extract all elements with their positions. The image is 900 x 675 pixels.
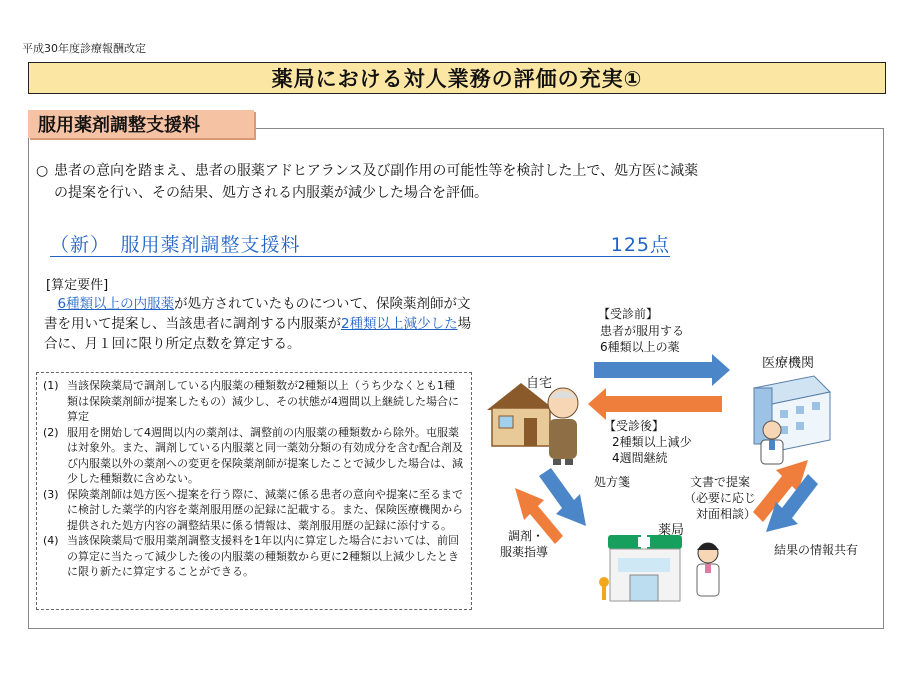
pharmacy-label: 薬局: [658, 523, 685, 538]
after-visit-line-2: 4週間継続: [612, 451, 668, 465]
requirements-heading: [算定要件]: [46, 278, 109, 293]
home-label: 自宅: [526, 376, 553, 391]
pharmacist-icon: [697, 543, 719, 596]
page-title: 薬局における対人業務の評価の充実①: [28, 62, 886, 94]
arrow-before-visit: [594, 354, 730, 386]
intro-line-1: 患者の意向を踏まえ、患者の服薬アドヒアランス及び副作用の可能性等を検討した上で、処方医に減薬: [54, 163, 699, 179]
before-visit-line-2: 6種類以上の薬: [600, 340, 680, 354]
section-tab: 服用薬剤調整支援料: [28, 110, 254, 138]
doctor-icon: [761, 421, 783, 464]
arrow-after-visit: [588, 388, 722, 420]
req-text-2: 場合に、月１回に限り所定点数を算定する。: [44, 316, 472, 352]
document-proposal-line-3: 対面相談）: [696, 507, 757, 521]
document-proposal-line-2: （必要に応じ: [684, 491, 757, 505]
before-visit-line-1: 患者が服用する: [600, 324, 685, 338]
note-number: (1): [43, 379, 59, 392]
intro-bullet: ○: [36, 163, 49, 179]
note-text: 保険薬剤師は処方医へ提案を行う際に、減薬に係る患者の意向や提案に至るまでに検討した薬学的内容を薬剤服用歴の記録に記載する。また、保険医療機関から提供された処方内容の調整結果に係る情報は、薬剤服用歴の記録に添付する。: [67, 487, 463, 532]
hospital-label: 医療機関: [762, 356, 815, 371]
note-number: (3): [43, 487, 59, 501]
new-fee-label: （新） 服用薬剤調整支援料: [50, 234, 301, 256]
document-proposal-line-1: 文書で提案: [690, 475, 751, 489]
req-highlight-six-drugs: 6種類以上の内服薬: [57, 296, 175, 312]
note-text: 当該保険薬局で服用薬剤調整支援料を1年以内に算定した場合においては、前回の算定に当たって減少した後の内服薬の種類数から更に2種類以上減少したときに限り新たに算定することができる。: [67, 534, 459, 578]
req-text-1: が処方されていたものについて、保険薬剤師が文書を用いて提案し、当該患者に調剤する内服薬が: [44, 296, 471, 332]
req-highlight-two-fewer: 2種類以上減少した: [341, 316, 458, 332]
new-fee-points: 125点: [610, 234, 670, 256]
info-share-label: 結果の情報共有: [774, 543, 859, 557]
patient-icon: [548, 388, 578, 465]
before-visit-title: 【受診前】: [598, 307, 659, 321]
note-number: (2): [43, 425, 59, 439]
house-icon: [487, 383, 555, 446]
intro-line-2: の提案を行い、その結果、処方される内服薬が減少した場合を評価。: [54, 185, 488, 201]
prescription-label: 処方箋: [594, 475, 631, 489]
dispensing-line-1: 調剤・: [508, 529, 545, 543]
note-text: 服用を開始して4週間以内の薬剤は、調整前の内服薬の種類数から除外。屯服薬は対象外。また、調剤している内服薬と同一薬効分類の有効成分を含む配合剤及び内服薬以外の薬剤への変更を保険薬剤師が提案したことで減少した場合は、減少した種類数に含めない。: [67, 425, 463, 485]
after-visit-title: 【受診後】: [604, 419, 665, 433]
pharmacy-icon: [599, 534, 682, 601]
after-visit-line-1: 2種類以上減少: [612, 435, 692, 449]
revision-note: 平成30年度診療報酬改定: [22, 42, 146, 55]
dispensing-line-2: 服薬指導: [500, 545, 549, 559]
note-text: 当該保険薬局で調剤している内服薬の種類数が2種類以上（うち少なくとも1種類は保険薬剤師が提案したもの）減少し、その状態が4週間以上継続した場合に算定: [67, 379, 459, 423]
note-number: (4): [43, 534, 59, 547]
